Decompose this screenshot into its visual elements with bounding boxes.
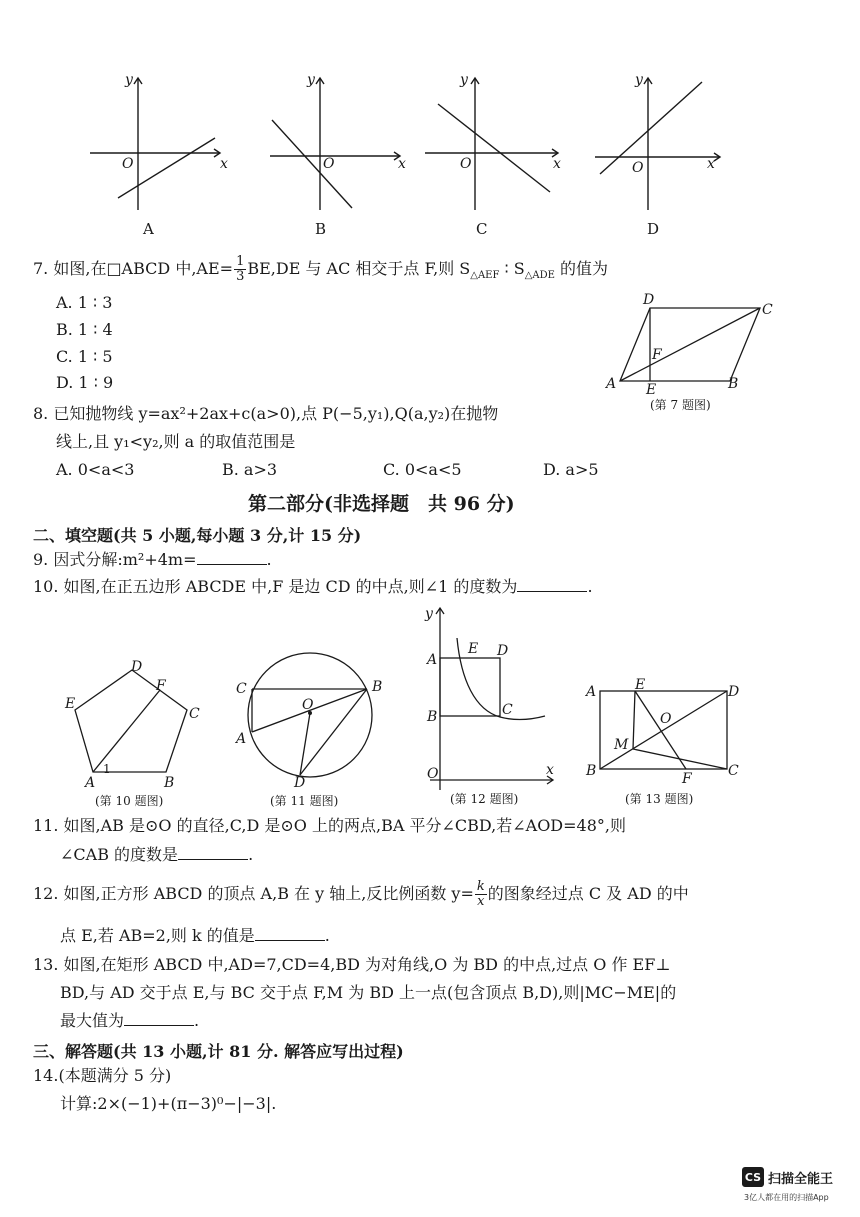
svg-text:B: B — [427, 709, 438, 725]
svg-text:A: A — [586, 684, 597, 700]
q13-line3: 最大值为 . — [60, 1011, 200, 1030]
svg-text:B: B — [728, 376, 739, 392]
q10-fig-caption: (第 10 题图) — [95, 794, 164, 808]
q8-choice-c: C. 0<a<5 — [383, 460, 462, 479]
q7-fraction: $\frac{1}{3}$ — [236, 254, 245, 284]
q7-fig-caption: (第 7 题图) — [650, 398, 711, 412]
q7-text-a: 7. 如图,在□ABCD 中,AE= — [33, 259, 234, 278]
q7-choice-b: B. 1 ∶ 4 — [56, 320, 113, 339]
svg-text:D: D — [643, 292, 655, 308]
svg-text:C: C — [762, 302, 773, 318]
q13-answer-blank[interactable] — [124, 1011, 194, 1026]
svg-text:B: B — [372, 679, 383, 695]
part2-title: 第二部分(非选择题 共 96 分) — [248, 493, 515, 515]
scanner-tagline: 3亿人都在用的扫描App — [744, 1193, 829, 1202]
svg-text:C: C — [728, 763, 739, 779]
q9: 9. 因式分解:m²+4m= . — [33, 550, 272, 569]
svg-text:y: y — [425, 606, 433, 622]
graph-d-y-label: y — [635, 72, 643, 88]
svg-text:O: O — [660, 711, 672, 727]
graph-c-y-label: y — [460, 72, 468, 88]
q12-fig-caption: (第 12 题图) — [450, 792, 519, 806]
svg-text:C: C — [502, 702, 513, 718]
linear-graphs-row — [80, 70, 730, 245]
svg-text:B: B — [586, 763, 597, 779]
svg-text:D: D — [728, 684, 740, 700]
q13-line1: 13. 如图,在矩形 ABCD 中,AD=7,CD=4,BD 为对角线,O 为 BD 的中点,过点 O 作 EF⊥ — [33, 955, 671, 974]
svg-text:D: D — [131, 659, 143, 675]
scanner-watermark — [742, 1167, 833, 1187]
q8-choice-b: B. a>3 — [222, 460, 278, 479]
q13-figure — [580, 675, 755, 810]
graph-b-origin: O — [323, 156, 335, 172]
svg-text:A: A — [606, 376, 617, 392]
svg-text:1: 1 — [103, 762, 111, 776]
q7-choice-c: C. 1 ∶ 5 — [56, 347, 113, 366]
q13-line2: BD,与 AD 交于点 E,与 BC 交于点 F,M 为 BD 上一点(包含顶点 B,D),则|MC−ME|的 — [60, 983, 677, 1002]
scanner-brand: 扫描全能王 — [768, 1171, 834, 1187]
q12-line1: 12. 如图,正方形 ABCD 的顶点 A,B 在 y 轴上,反比例函数 y= $\frac{k}{x}$ 的图象经过点 C 及 AD 的中 — [33, 879, 689, 909]
q9-answer-blank[interactable] — [197, 550, 267, 565]
svg-text:E: E — [65, 696, 76, 712]
q8-choice-d: D. a>5 — [543, 460, 599, 479]
svg-text:E: E — [646, 382, 657, 398]
svg-text:A: A — [85, 775, 96, 791]
svg-text:F: F — [156, 678, 166, 694]
graph-option-a: A — [143, 220, 154, 238]
q11-line2: ∠CAB 的度数是 . — [60, 845, 254, 864]
svg-text:D: D — [497, 643, 509, 659]
q8-choice-a: A. 0<a<3 — [56, 460, 135, 479]
graph-b-y-label: y — [307, 72, 315, 88]
q12-figure — [415, 600, 560, 810]
graph-a-x-label: x — [220, 156, 228, 172]
graph-option-d: D — [647, 220, 660, 238]
svg-text:C: C — [189, 706, 200, 722]
svg-text:F: F — [682, 771, 692, 787]
graph-c-origin: O — [460, 156, 472, 172]
graph-a-y-label: y — [125, 72, 133, 88]
graph-option-b: B — [315, 220, 327, 238]
section3-heading: 三、解答题(共 13 小题,计 81 分. 解答应写出过程) — [33, 1042, 404, 1061]
q10-figure — [55, 655, 215, 810]
svg-text:D: D — [294, 775, 306, 791]
cs-logo-icon: CS — [742, 1167, 764, 1187]
q7-stem: 7. 如图,在□ABCD 中,AE= $\frac{1}{3}$ BE,DE 与 AC 相交于点 F,则 $S_{\triangle AEF}$ ∶ $S_{\triangle ADE}$ 的值为 — [33, 254, 609, 284]
svg-text:E: E — [635, 677, 646, 693]
q11-fig-caption: (第 11 题图) — [270, 794, 339, 808]
svg-text:A: A — [427, 652, 438, 668]
graph-option-c: C — [476, 220, 488, 238]
q11-line1: 11. 如图,AB 是⊙O 的直径,C,D 是⊙O 上的两点,BA 平分∠CBD,若∠AOD=48°,则 — [33, 816, 626, 835]
section2-heading: 二、填空题(共 5 小题,每小题 3 分,计 15 分) — [33, 526, 362, 545]
q8-line2: 线上,且 y₁<y₂,则 a 的取值范围是 — [56, 432, 296, 451]
q12-line2: 点 E,若 AB=2,则 k 的值是 . — [60, 926, 330, 945]
q12-fraction: $\frac{k}{x}$ — [476, 879, 485, 909]
q13-fig-caption: (第 13 题图) — [625, 792, 694, 806]
q14-line2: 计算:2×(−1)+(π−3)⁰−|−3|. — [60, 1094, 277, 1113]
q10: 10. 如图,在正五边形 ABCDE 中,F 是边 CD 的中点,则∠1 的度数为 . — [33, 577, 593, 596]
q12-answer-blank[interactable] — [255, 926, 325, 941]
q11-figure — [230, 645, 395, 810]
svg-text:E: E — [468, 641, 479, 657]
graph-c-x-label: x — [553, 156, 561, 172]
q11-answer-blank[interactable] — [178, 845, 248, 860]
graph-b-x-label: x — [398, 156, 406, 172]
svg-text:B: B — [164, 775, 175, 791]
q7-choice-a: A. 1 ∶ 3 — [56, 293, 113, 312]
svg-text:A: A — [236, 731, 247, 747]
svg-text:O: O — [302, 697, 314, 713]
q7-choice-d: D. 1 ∶ 9 — [56, 373, 114, 392]
svg-text:C: C — [236, 681, 247, 697]
q14-line1: 14.(本题满分 5 分) — [33, 1066, 172, 1085]
svg-text:F: F — [652, 347, 662, 363]
q7-text-b: BE,DE 与 AC 相交于点 F,则 S — [247, 259, 471, 278]
q10-answer-blank[interactable] — [517, 577, 587, 592]
q7-figure — [600, 288, 790, 418]
graph-a-origin: O — [122, 156, 134, 172]
graph-d-x-label: x — [707, 156, 715, 172]
svg-text:O: O — [427, 766, 439, 782]
q8-line1: 8. 已知抛物线 y=ax²+2ax+c(a>0),点 P(−5,y₁),Q(a,y₂)在抛物 — [33, 404, 499, 423]
svg-text:x: x — [546, 762, 554, 778]
svg-text:M: M — [614, 737, 629, 753]
graph-d-origin: O — [632, 160, 644, 176]
